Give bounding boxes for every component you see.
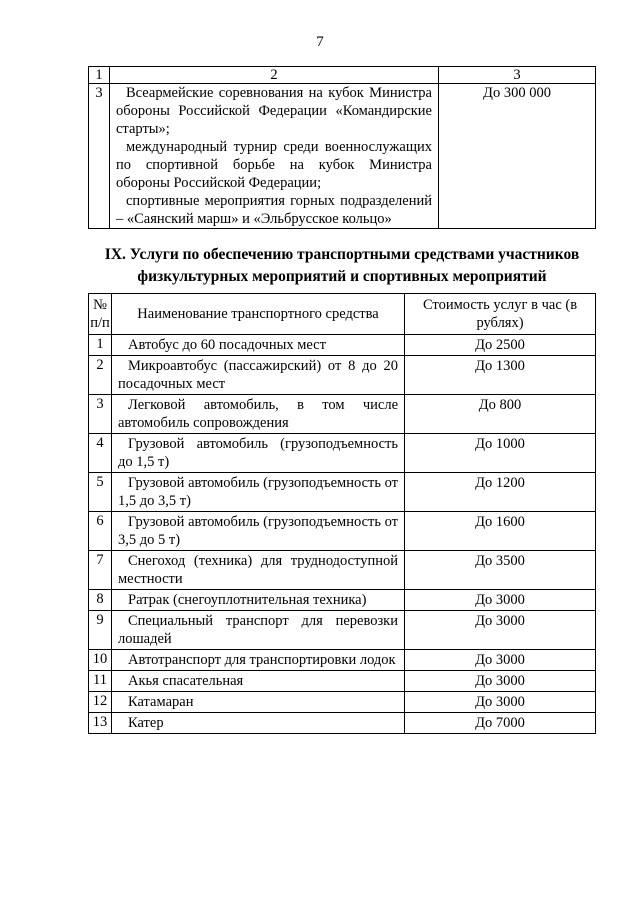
column-header-1: 1 xyxy=(89,67,110,84)
price-cell: До 1000 xyxy=(405,434,596,473)
vehicle-name: Катер xyxy=(112,713,405,734)
price-cell: До 300 000 xyxy=(439,84,596,229)
event-paragraph: Всеармейские соревнования на кубок Министра обороны Российской Федерации «Командирские старты»; xyxy=(116,85,432,137)
row-number: 1 xyxy=(89,335,112,356)
column-header-price: Стоимость услуг в час (в рублях) xyxy=(405,294,596,335)
transport-table-body xyxy=(89,335,596,734)
column-header-number: № п/п xyxy=(89,294,112,335)
event-paragraph: спортивные мероприятия горных подразделений – «Саянский марш» и «Эльбрусское кольцо» xyxy=(116,193,432,227)
row-number: 10 xyxy=(89,650,112,671)
table-row xyxy=(89,713,596,734)
price-cell: До 3000 xyxy=(405,650,596,671)
price-cell: До 1300 xyxy=(405,356,596,395)
row-number: 4 xyxy=(89,434,112,473)
vehicle-name: Микроавтобус (пассажирский) от 8 до 20 посадочных мест xyxy=(112,356,405,395)
table-row xyxy=(89,473,596,512)
table-row xyxy=(89,692,596,713)
vehicle-name: Грузовой автомобиль (грузоподъемность от 1,5 до 3,5 т) xyxy=(112,473,405,512)
row-number: 12 xyxy=(89,692,112,713)
table-header-row xyxy=(89,294,596,335)
column-header-3: 3 xyxy=(439,67,596,84)
price-cell: До 7000 xyxy=(405,713,596,734)
row-number: 3 xyxy=(89,395,112,434)
price-cell: До 800 xyxy=(405,395,596,434)
table-row xyxy=(89,671,596,692)
table-row xyxy=(89,335,596,356)
table-row xyxy=(89,551,596,590)
row-number: 13 xyxy=(89,713,112,734)
vehicle-name: Грузовой автомобиль (грузоподъемность от 3,5 до 5 т) xyxy=(112,512,405,551)
row-number: 7 xyxy=(89,551,112,590)
column-header-name: Наименование транспортного средства xyxy=(112,294,405,335)
table-row xyxy=(89,434,596,473)
event-description xyxy=(110,84,439,229)
row-number: 8 xyxy=(89,590,112,611)
price-cell: До 1200 xyxy=(405,473,596,512)
vehicle-name: Снегоход (техника) для труднодоступной местности xyxy=(112,551,405,590)
table-row xyxy=(89,650,596,671)
event-paragraph: международный турнир среди военнослужащих по спортивной борьбе на кубок Министра обороны Российской Федерации; xyxy=(116,139,432,191)
table-header-row xyxy=(89,67,596,84)
vehicle-name: Автобус до 60 посадочных мест xyxy=(112,335,405,356)
continuation-table xyxy=(88,66,596,229)
price-cell: До 2500 xyxy=(405,335,596,356)
price-cell: До 3500 xyxy=(405,551,596,590)
row-number: 5 xyxy=(89,473,112,512)
table-row xyxy=(89,356,596,395)
table-row xyxy=(89,512,596,551)
table-row xyxy=(89,590,596,611)
row-number: 3 xyxy=(89,84,110,229)
vehicle-name: Акья спасательная xyxy=(112,671,405,692)
row-number: 9 xyxy=(89,611,112,650)
vehicle-name: Специальный транспорт для перевозки лошадей xyxy=(112,611,405,650)
transport-table xyxy=(88,293,596,734)
vehicle-name: Ратрак (снегоуплотнительная техника) xyxy=(112,590,405,611)
page-number: 7 xyxy=(316,34,324,50)
price-cell: До 3000 xyxy=(405,611,596,650)
vehicle-name: Катамаран xyxy=(112,692,405,713)
vehicle-name: Легковой автомобиль, в том числе автомобиль сопровождения xyxy=(112,395,405,434)
table-row xyxy=(89,84,596,229)
vehicle-name: Грузовой автомобиль (грузоподъемность до 1,5 т) xyxy=(112,434,405,473)
table-row xyxy=(89,395,596,434)
price-cell: До 3000 xyxy=(405,590,596,611)
row-number: 11 xyxy=(89,671,112,692)
column-header-2: 2 xyxy=(110,67,439,84)
price-cell: До 1600 xyxy=(405,512,596,551)
table-row xyxy=(89,611,596,650)
section-title: IX. Услуги по обеспечению транспортными средствами участников физкультурных мероприятий и спортивных мероприятий xyxy=(104,246,580,285)
row-number: 2 xyxy=(89,356,112,395)
vehicle-name: Автотранспорт для транспортировки лодок xyxy=(112,650,405,671)
price-cell: До 3000 xyxy=(405,671,596,692)
price-cell: До 3000 xyxy=(405,692,596,713)
row-number: 6 xyxy=(89,512,112,551)
